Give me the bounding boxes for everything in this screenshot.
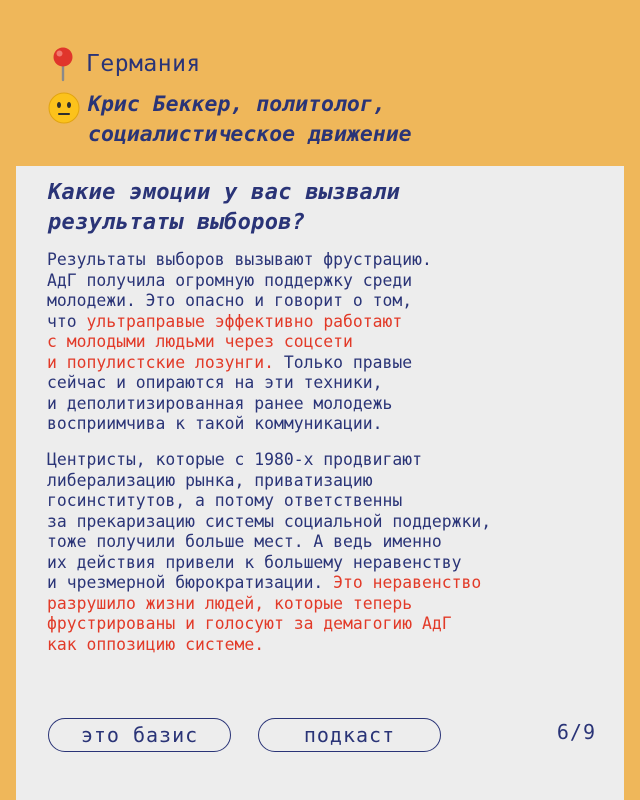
para2-text-start: Центристы, которые с 1980-х продвигают либерализацию рынка, приватизацию госинститутов, а потому ответственны за прекаризацию системы социальной поддержки, тоже получили больше мест. А ведь именно их действия привели к большему неравенству и чрезмерной бюрократизации. [47,450,492,592]
neutral-face-icon [48,92,80,124]
speaker-name-line: Крис Беккер, политолог, [88,92,386,117]
para1-highlight: ультраправые эффективно работают с молодыми людьми через соцсети и популистские лозунги. [47,311,403,372]
speaker-affiliation-line: социалистическое движение [88,122,412,147]
question-line-2: результаты выборов? [48,210,306,235]
answer-paragraph-1 [47,250,617,435]
location-row [48,46,608,82]
speaker-caption [88,90,412,150]
question-heading [48,178,608,238]
answer-paragraph-2 [47,450,617,655]
question-line-1: Какие эмоции у вас вызвали [48,180,401,205]
speaker-row [48,90,608,150]
header [48,46,608,150]
tag-basis-button[interactable]: это базис [48,718,231,752]
para2-highlight: Это неравенство разрушило жизни людей, которые теперь фрустрированы и голосуют за демагогию АдГ как оппозицию системе. [47,573,482,654]
para1-text-start: Результаты выборов вызывают фрустрацию. АдГ получила огромную поддержку среди молодежи. Это опасно и говорит о том, что [47,250,432,331]
tag-podcast-button[interactable]: подкаст [258,718,441,752]
pushpin-icon [48,46,78,82]
page-indicator: 6/9 [556,720,596,744]
para1-text-end: Только правые сейчас и опираются на эти техники, и деполитизированная ранее молодежь восприимчива к такой коммуникации. [47,352,413,433]
location-label: Германия [86,51,201,77]
content-card [16,166,624,800]
